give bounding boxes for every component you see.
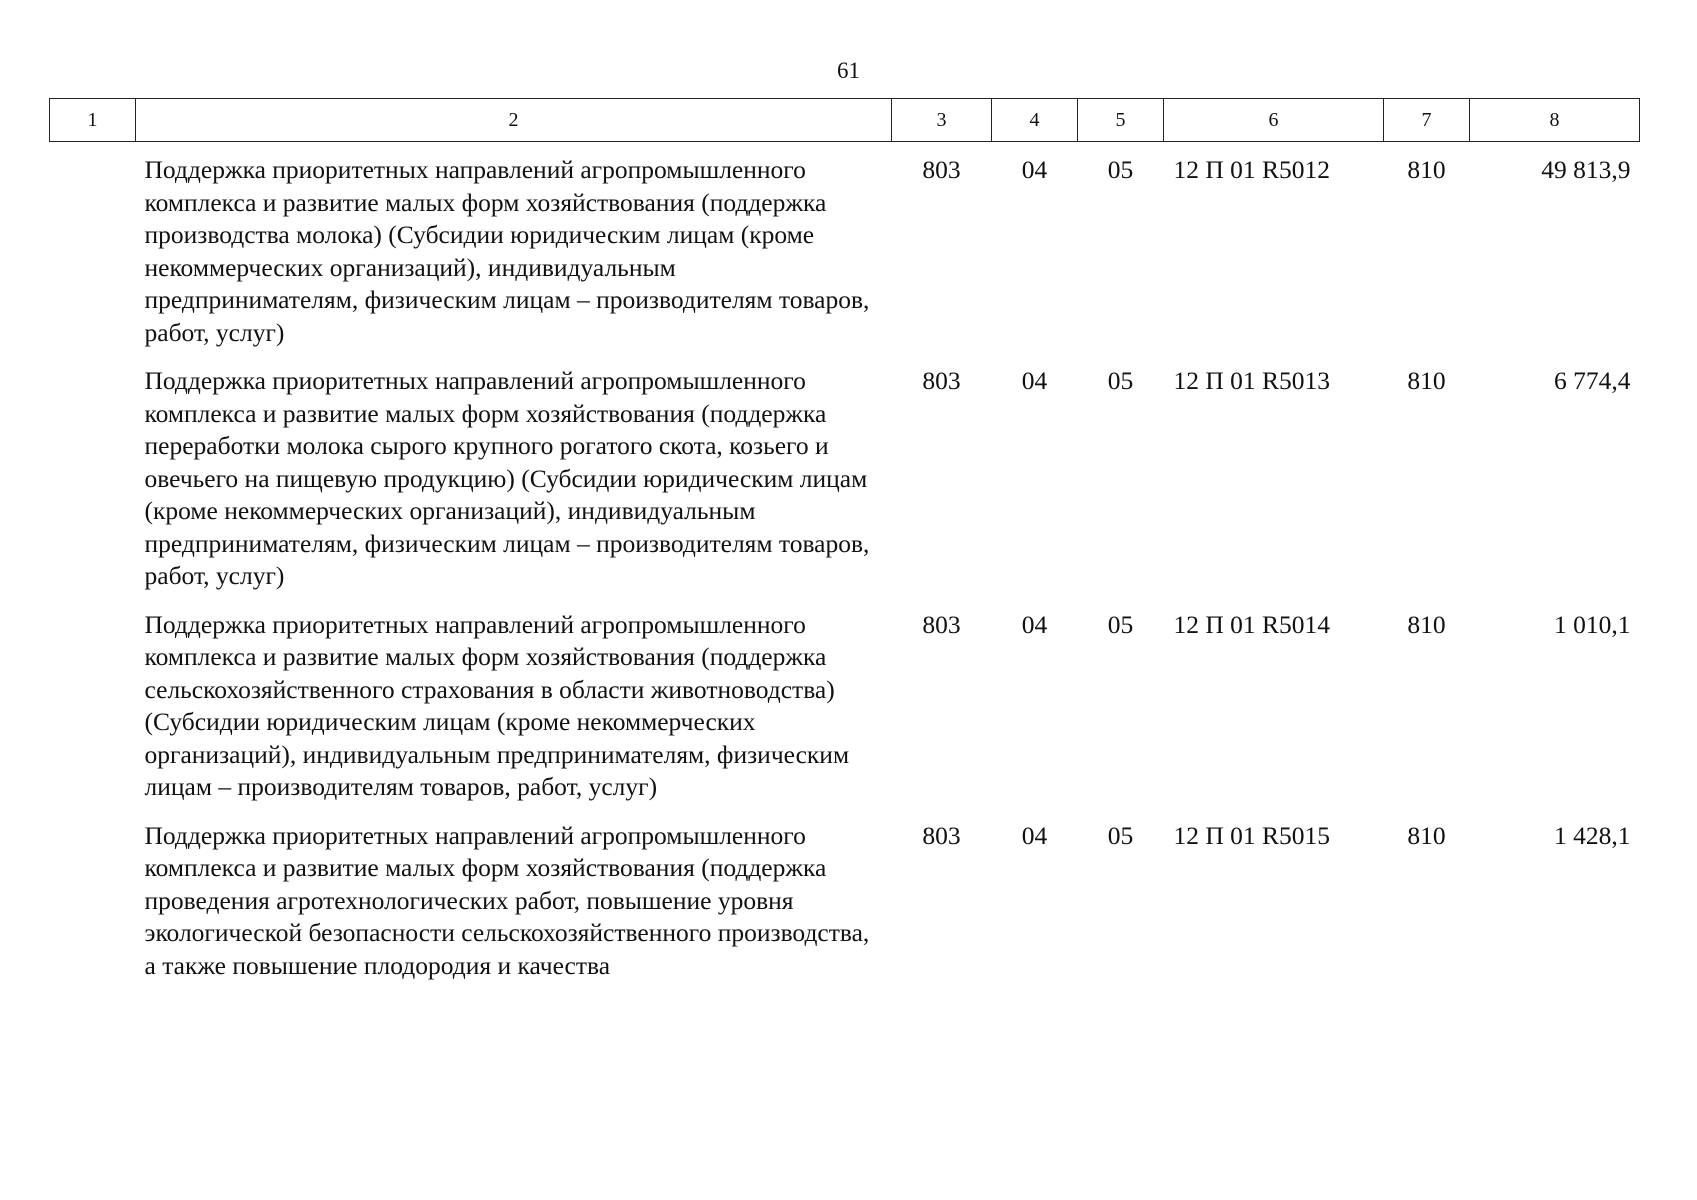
budget-table xyxy=(49,98,1640,982)
row-target-code: 12 П 01 R5015 xyxy=(1173,820,1331,850)
row-number-cell xyxy=(50,349,136,593)
row-ministry-code: 803 xyxy=(922,155,961,184)
header-col-3: 3 xyxy=(892,99,992,142)
row-expense-type: 810 xyxy=(1407,366,1446,395)
page-number: 61 xyxy=(837,58,860,83)
header-col-8: 8 xyxy=(1470,99,1640,142)
row-expense-type: 810 xyxy=(1407,155,1446,184)
table-header xyxy=(50,99,1640,142)
row-ministry-code: 803 xyxy=(922,820,961,850)
row-number-cell xyxy=(50,593,136,804)
row-expense-type: 810 xyxy=(1407,820,1446,850)
row-ministry-code: 803 xyxy=(922,366,961,395)
header-col-6: 6 xyxy=(1164,99,1384,142)
header-row xyxy=(50,99,1640,142)
row-target-code: 12 П 01 R5013 xyxy=(1173,366,1331,395)
table-row xyxy=(50,349,1640,593)
header-col-1: 1 xyxy=(50,99,136,142)
row-target-code: 12 П 01 R5012 xyxy=(1173,155,1331,184)
row-section-code: 04 xyxy=(1021,820,1048,850)
header-col-7: 7 xyxy=(1384,99,1470,142)
row-amount: 6 774,4 xyxy=(1554,366,1631,395)
row-amount: 1 010,1 xyxy=(1554,609,1631,639)
row-section-code: 04 xyxy=(1021,609,1048,639)
row-section-code: 04 xyxy=(1021,155,1048,184)
row-number-cell xyxy=(50,804,136,983)
row-section-code: 04 xyxy=(1021,366,1048,395)
row-name: Поддержка приоритетных направлений агропромышленного комплекса и развитие малых форм хозяйствования (поддержка сельскохозяйственного страхования в области животноводства) (Субсидии юридическим лицам (кроме некоммерческих организаций), индивидуальным предпринимателям, физическим лицам – производителям товаров, работ, услуг) xyxy=(144,609,850,801)
row-ministry-code: 803 xyxy=(922,609,961,639)
row-subsection-code: 05 xyxy=(1107,366,1134,395)
row-name: Поддержка приоритетных направлений агропромышленного комплекса и развитие малых форм хозяйствования (поддержка проведения агротехнологических работ, повышение уровня экологической безопасности сельскохозяйственного производства, а также повышение плодородия и качества xyxy=(144,820,870,980)
row-subsection-code: 05 xyxy=(1107,609,1134,639)
header-col-4: 4 xyxy=(992,99,1078,142)
table-body xyxy=(50,142,1640,983)
table-row xyxy=(50,804,1640,983)
table-row xyxy=(50,593,1640,804)
row-subsection-code: 05 xyxy=(1107,820,1134,850)
table-row xyxy=(50,142,1640,350)
row-name: Поддержка приоритетных направлений агропромышленного комплекса и развитие малых форм хозяйствования (поддержка производства молока) (Субсидии юридическим лицам (кроме некоммерческих организаций), индивидуальным предпринимателям, физическим лицам – производителям товаров, работ, услуг) xyxy=(144,155,870,347)
row-number-cell xyxy=(50,142,136,350)
header-col-5: 5 xyxy=(1078,99,1164,142)
row-subsection-code: 05 xyxy=(1107,155,1134,184)
header-col-2: 2 xyxy=(136,99,892,142)
row-name: Поддержка приоритетных направлений агропромышленного комплекса и развитие малых форм хозяйствования (поддержка переработки молока сырого крупного рогатого скота, козьего и овечьего на пищевую продукцию) (Субсидии юридическим лицам (кроме некоммерческих организаций), индивидуальным предпринимателям, физическим лицам – производителям товаров, работ, услуг) xyxy=(144,366,870,590)
row-target-code: 12 П 01 R5014 xyxy=(1173,609,1331,639)
row-amount: 49 813,9 xyxy=(1541,155,1631,184)
row-amount: 1 428,1 xyxy=(1554,820,1631,850)
row-expense-type: 810 xyxy=(1407,609,1446,639)
